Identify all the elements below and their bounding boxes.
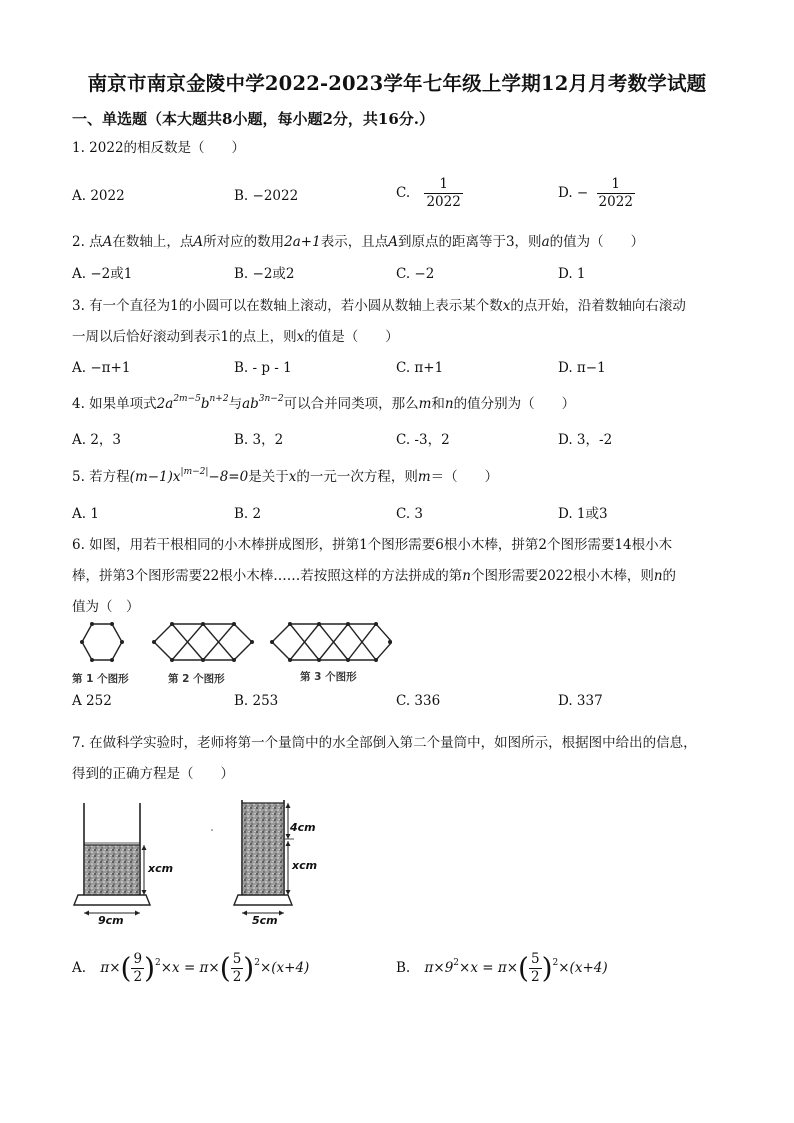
- q3-line-1: 3. 有一个直径为1的小圆可以在数轴上滚动，若小圆从数轴上表示某个数x的点开始，沿着数轴向右滚动: [72, 298, 686, 314]
- q1-option-c: [396, 176, 463, 211]
- q7-line-2: 得到的正确方程是（ ）: [72, 766, 234, 782]
- pattern-3-caption: 第 3 个图形: [300, 671, 357, 683]
- q2-stem: 2. 点A在数轴上，点A所对应的数用2a+1表示，且点A到原点的距离等于3，则a的值为（ ）: [72, 234, 645, 250]
- pattern-3-shape: [272, 624, 392, 660]
- q7-a-fraction-2: $\frac{5}{2}$: [232, 951, 242, 985]
- pattern-1-hexagon: [82, 624, 122, 660]
- q4-option-b: B. 3，2: [234, 432, 284, 448]
- cylinder-1-water: [85, 845, 139, 895]
- q3-option-d: D. π−1: [558, 360, 606, 376]
- q3-line-2: 一周以后恰好滚动到表示1的点上，则x的值是（ ）: [72, 329, 399, 345]
- q7-line-1: 7. 在做科学实验时，老师将第一个量筒中的水全部倒入第二个量筒中，如图所示，根据图中给出的信息，: [72, 735, 697, 751]
- q6-line-3: 值为（ ）: [72, 599, 140, 615]
- q3-option-b: B. - p - 1: [234, 360, 292, 376]
- q7-option-a-label: A.: [72, 960, 87, 976]
- cylinder-1-base: [74, 895, 150, 905]
- cylinder-2-water: [243, 803, 283, 895]
- q2-option-a: A. −2或1: [72, 266, 133, 282]
- q4-option-a: A. 2，3: [72, 432, 122, 448]
- cylinder-2-width-label: 5cm: [252, 914, 278, 927]
- stick-pattern-figure: [72, 620, 392, 668]
- pattern-1-nodes: [80, 622, 124, 662]
- q1-d-denominator: 2022: [598, 194, 633, 210]
- q5-option-b: B. 2: [234, 506, 262, 522]
- q7-b-fraction: $\frac{5}{2}$: [530, 951, 540, 985]
- q4-option-c: C. -3，2: [396, 432, 450, 448]
- pattern-2-shape: [154, 624, 252, 660]
- exam-title: 南京市南京金陵中学2022-2023学年七年级上学期12月月考数学试题: [87, 72, 707, 95]
- q7-a-fraction-1: $\frac{9}{2}$: [133, 951, 143, 985]
- q1-d-numerator: 1: [611, 176, 621, 192]
- q6-option-b: B. 253: [234, 693, 279, 709]
- q1-option-d-label: D. −: [558, 185, 589, 201]
- q1-c-numerator: 1: [439, 176, 448, 192]
- q6-option-a: A 252: [72, 693, 112, 709]
- q1-option-a: A. 2022: [72, 188, 125, 204]
- cylinder-2-top-label: 4cm: [290, 821, 316, 834]
- q4-option-d: D. 3，-2: [558, 432, 613, 448]
- q5-option-a: A. 1: [72, 506, 99, 522]
- q5-option-d: D. 1或3: [558, 506, 608, 522]
- q2-option-d: D. 1: [558, 266, 586, 282]
- cylinder-1: [74, 803, 150, 916]
- cylinder-1-height-label: xcm: [148, 862, 174, 875]
- q1-stem: 1. 2022的相反数是（ ）: [72, 140, 246, 156]
- q7-option-b-label: B.: [396, 960, 411, 976]
- pattern-1-caption: 第 1 个图形: [72, 673, 129, 685]
- q1-option-d: [558, 176, 635, 211]
- q6-line-1: 6. 如图，用若干根相同的小木棒拼成图形，拼第1个图形需要6根小木棒，拼第2个图形需要14根小木: [72, 537, 673, 553]
- q2-option-c: C. −2: [396, 266, 435, 282]
- q6-option-c: C. 336: [396, 693, 441, 709]
- q6-line-2: 棒，拼第3个图形需要22根小木棒……若按照这样的方法拼成的第n个图形需要2022根小木棒，则n的: [72, 568, 677, 584]
- q5-stem: 5. 若方程$(m-1)x^{|m-2|}-8=0$是关于x的一元一次方程，则m＝（ ）: [72, 467, 499, 485]
- q7-option-a: A. π×( $\frac{9}{2}$ )$^2$×x = π×( $\frac{5}{2}$ )$^2$×(x+4): [72, 951, 310, 985]
- q1-option-c-fraction: [424, 176, 462, 211]
- cylinder-2-height-label: xcm: [292, 859, 318, 872]
- cylinder-1-width-label: 9cm: [98, 914, 124, 927]
- q2-option-b: B. −2或2: [234, 266, 295, 282]
- pattern-2-caption: 第 2 个图形: [168, 673, 225, 685]
- q7-option-b: B. $\pi\times 9^2\times x = \pi\times$( $\frac{5}{2}$ )$^2$×(x+4): [396, 951, 608, 985]
- q3-option-c: C. π+1: [396, 360, 444, 376]
- q6-option-d: D. 337: [558, 693, 603, 709]
- q5-option-c: C. 3: [396, 506, 424, 522]
- cylinder-2: [234, 800, 294, 916]
- q1-option-c-label: C.: [396, 185, 411, 201]
- q1-option-d-fraction: [597, 176, 635, 211]
- q1-option-b: B. −2022: [234, 188, 299, 204]
- section-heading: 一、单选题（本大题共8小题，每小题2分，共16分.）: [72, 110, 434, 128]
- q1-c-denominator: 2022: [426, 194, 461, 210]
- cylinder-2-base: [234, 895, 292, 905]
- q3-option-a: A. −π+1: [72, 360, 131, 376]
- q4-stem: 4. 如果单项式$2a^{2m-5}b^{n+2}$与$ab^{3n-2}$可以合并同类项，那么m和n的值分别为（ ）: [72, 394, 576, 412]
